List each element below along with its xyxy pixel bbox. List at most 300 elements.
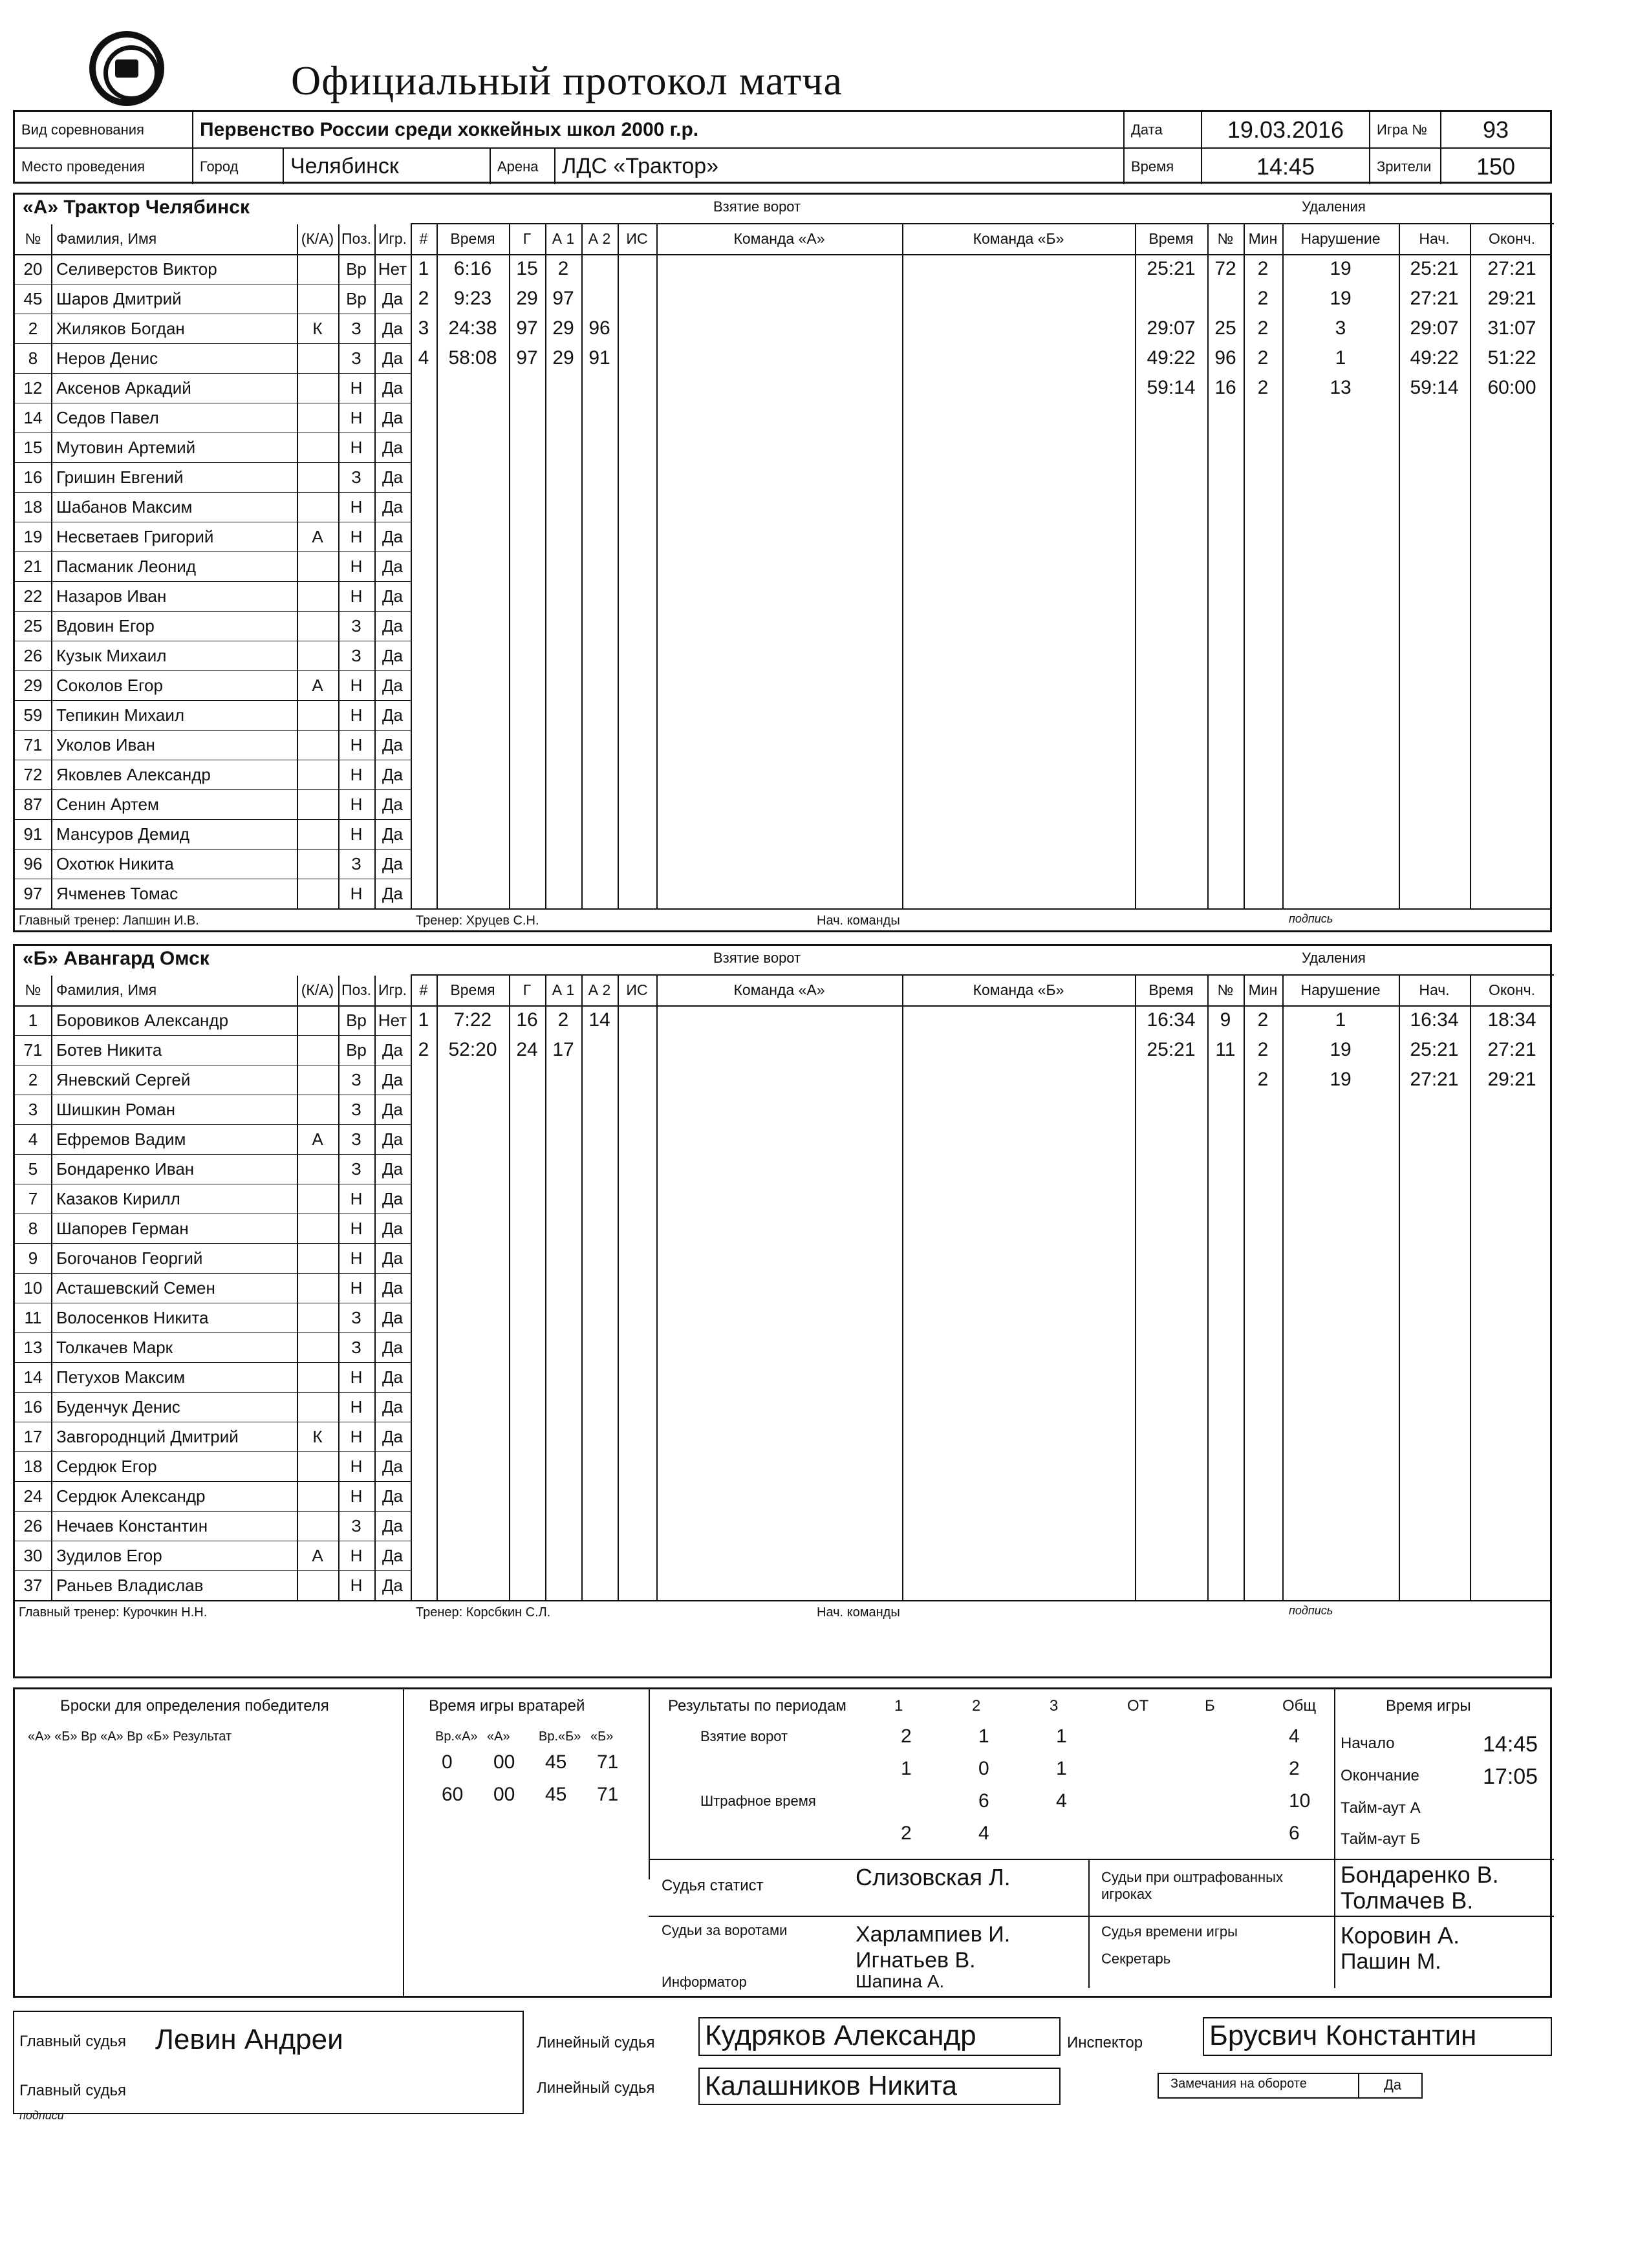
player-cell: Да	[382, 1396, 404, 1417]
player-cell: Да	[382, 1129, 404, 1149]
penalty-cell: 59:14	[1147, 377, 1196, 398]
player-cell: 13	[23, 1337, 43, 1357]
result-cell: 4	[978, 1823, 989, 1844]
player-cell: 30	[23, 1545, 43, 1565]
secretary-label: Секретарь	[1101, 1951, 1171, 1967]
gk-cell: 00	[493, 1751, 515, 1773]
player-cell: 21	[23, 556, 43, 576]
player-cell: Вр	[346, 1010, 367, 1030]
goal-cell: 52:20	[448, 1039, 497, 1060]
player-cell: Да	[382, 615, 404, 636]
penalty-cell: 13	[1330, 377, 1352, 398]
player-name: Уколов Иван	[56, 734, 155, 754]
goal-cell: 15	[516, 258, 538, 279]
penalty-cell: 1	[1335, 1009, 1346, 1031]
penalty-cell: 19	[1330, 1039, 1352, 1060]
penalty-cell: 16:34	[1147, 1009, 1196, 1031]
penalty-cell: 2	[1257, 1009, 1269, 1031]
head-coach: Главный тренер: Лапшин И.В.	[19, 914, 199, 928]
player-cell: 59	[23, 705, 43, 725]
penalty-cell	[1135, 1065, 1207, 1095]
spectators-label: Зрители	[1370, 149, 1441, 184]
penalty-cell: 2	[1257, 258, 1269, 279]
game-value: 93	[1482, 116, 1509, 143]
player-name: Завгороднций Дмитрий	[56, 1426, 239, 1446]
goal-cell: 2	[418, 1039, 429, 1060]
result-cell: 10	[1289, 1790, 1311, 1812]
col-num: №	[25, 230, 41, 247]
penalty-cell: 49:22	[1410, 347, 1459, 369]
player-cell: 9	[28, 1248, 38, 1268]
goals-header: Взятие ворот	[713, 950, 801, 966]
player-name: Сердюк Егор	[56, 1456, 157, 1476]
player-cell: 15	[23, 437, 43, 457]
player-cell: З	[351, 1069, 361, 1089]
arena-label: Арена	[491, 149, 555, 184]
goal-cell: 97	[516, 317, 538, 339]
col-g_g: Г	[523, 230, 532, 247]
player-cell: Да	[382, 1575, 404, 1595]
date-label: Дата	[1125, 112, 1202, 147]
player-cell	[297, 1481, 338, 1511]
result-cell: 1	[978, 1726, 989, 1747]
player-name: Шапорев Герман	[56, 1218, 189, 1238]
time-label: Время	[1125, 149, 1202, 184]
city-value: Челябинск	[284, 149, 491, 184]
player-cell: Да	[382, 764, 404, 784]
goal-cell: 2	[557, 258, 569, 279]
player-name: Шишкин Роман	[56, 1099, 176, 1119]
player-name: Зудилов Егор	[56, 1545, 162, 1565]
gk-cell: 71	[597, 1784, 619, 1805]
player-cell: Да	[382, 586, 404, 606]
goal-cell	[618, 284, 656, 314]
player-cell: Да	[382, 1159, 404, 1179]
col-pos: Поз.	[341, 981, 371, 998]
player-cell: 12	[23, 378, 43, 398]
player-cell: 96	[23, 853, 43, 873]
penalty-judges-label: Судьи при оштрафованных игроках	[1101, 1869, 1283, 1902]
penalty-cell: 9	[1220, 1009, 1231, 1031]
player-name: Пасманик Леонид	[56, 556, 196, 576]
player-name: Нечаев Константин	[56, 1515, 208, 1535]
gk-title: Время игры вратарей	[429, 1697, 585, 1715]
penalty-cell: 29:07	[1147, 317, 1196, 339]
player-cell: 25	[23, 615, 43, 636]
player-cell: З	[351, 1099, 361, 1119]
penalty-cell: 19	[1330, 258, 1352, 279]
player-cell: З	[351, 1337, 361, 1357]
player-cell: Да	[382, 1099, 404, 1119]
player-cell: З	[351, 1515, 361, 1535]
goal-cell	[618, 254, 656, 284]
col-p_num: №	[1217, 230, 1234, 247]
col-g_is: ИС	[626, 230, 648, 247]
col-ka: (К/А)	[301, 230, 334, 247]
player-name: Охотюк Никита	[56, 853, 174, 873]
period-col: ОТ	[1127, 1697, 1149, 1715]
gk-cell: 60	[442, 1784, 464, 1805]
player-cell: Да	[382, 883, 404, 903]
col-p_min: Мин	[1248, 230, 1278, 247]
goal-cell: 24	[516, 1039, 538, 1060]
penalty-cell: 51:22	[1487, 347, 1536, 369]
player-cell: Вр	[346, 259, 367, 279]
col-num: №	[25, 981, 41, 998]
player-cell: 29	[23, 675, 43, 695]
player-cell: 97	[23, 883, 43, 903]
penalty-cell: 16:34	[1410, 1009, 1459, 1031]
goal-cell: 6:16	[453, 258, 492, 279]
player-cell: 17	[23, 1426, 43, 1446]
goal-cell	[618, 314, 656, 343]
player-name: Шаров Дмитрий	[56, 288, 182, 308]
player-cell: 16	[23, 1396, 43, 1417]
gk-cell: 45	[545, 1751, 567, 1773]
player-cell: 4	[28, 1129, 38, 1149]
goal-cell	[581, 254, 618, 284]
penalty-cell: 25:21	[1410, 1039, 1459, 1060]
goal-cell: 1	[418, 1009, 429, 1031]
goal-cell: 3	[418, 317, 429, 339]
player-name: Кузык Михаил	[56, 645, 167, 665]
player-cell: Да	[382, 497, 404, 517]
player-cell: Н	[350, 1575, 363, 1595]
result-cell: 1	[901, 1758, 912, 1779]
goal-cell: 96	[588, 317, 610, 339]
player-name: Яневский Сергей	[56, 1069, 191, 1089]
player-cell	[297, 700, 338, 730]
player-cell: 18	[23, 497, 43, 517]
penalties-header: Удаления	[1302, 950, 1366, 966]
player-cell: Да	[382, 1337, 404, 1357]
player-cell	[297, 1214, 338, 1243]
player-cell: Н	[350, 824, 363, 844]
col-pos: Поз.	[341, 230, 371, 247]
player-cell: Да	[382, 467, 404, 487]
player-cell	[297, 284, 338, 314]
col-p_num: №	[1217, 981, 1234, 998]
player-cell	[297, 760, 338, 789]
col-p_inf: Нарушение	[1300, 230, 1381, 247]
federation-logo-icon	[89, 31, 164, 106]
signature-label: подпись	[1289, 912, 1333, 925]
result-row-label: Штрафное время	[700, 1793, 816, 1809]
col-g_time: Время	[450, 230, 495, 247]
penalties-header: Удаления	[1302, 198, 1366, 215]
player-cell: Н	[350, 883, 363, 903]
player-cell: А	[312, 526, 323, 546]
player-cell	[297, 730, 338, 760]
penalty-cell: 25	[1214, 317, 1236, 339]
period-col: Б	[1205, 1697, 1215, 1715]
goal-cell: 1	[418, 258, 429, 279]
player-cell: Да	[382, 1040, 404, 1060]
player-cell: 22	[23, 586, 43, 606]
col-name: Фамилия, Имя	[56, 981, 157, 998]
col-p_start: Нач.	[1419, 230, 1450, 247]
player-cell: Да	[382, 1069, 404, 1089]
penalty-cell: 29:21	[1487, 1069, 1536, 1090]
player-cell	[297, 343, 338, 373]
penalty-cell: 27:21	[1410, 1069, 1459, 1090]
teamB-title: «Б» Авангард Омск	[23, 948, 210, 969]
penalty-cell: 19	[1330, 288, 1352, 309]
player-cell: Да	[382, 407, 404, 427]
player-name: Вдовин Егор	[56, 615, 155, 636]
player-cell: Н	[350, 734, 363, 754]
player-name: Шабанов Максим	[56, 497, 193, 517]
goal-judge-2: Игнатьев В.	[856, 1948, 976, 1973]
goal-cell: 29	[552, 347, 574, 369]
player-cell: Вр	[346, 288, 367, 308]
player-cell: 18	[23, 1456, 43, 1476]
player-cell	[297, 849, 338, 879]
player-name: Мансуров Демид	[56, 824, 190, 844]
penalty-cell: 29:07	[1410, 317, 1459, 339]
player-cell: Да	[382, 1456, 404, 1476]
penalty-cell	[1207, 1065, 1244, 1095]
player-cell	[297, 1154, 338, 1184]
player-name: Ячменев Томас	[56, 883, 178, 903]
gk-cell: 71	[597, 1751, 619, 1773]
player-cell	[297, 581, 338, 611]
player-name: Мутовин Артемий	[56, 437, 196, 457]
col-g_a2: А 2	[588, 981, 611, 998]
linesman-2-value: Калашников Никита	[705, 2070, 957, 2101]
game-label: Игра №	[1370, 112, 1441, 147]
player-name: Волосенков Никита	[56, 1307, 209, 1327]
player-cell: З	[351, 348, 361, 368]
player-name: Толкачев Марк	[56, 1337, 173, 1357]
player-cell: Н	[350, 1278, 363, 1298]
end-label: Окончание	[1341, 1767, 1419, 1784]
col-ka: (К/А)	[301, 981, 334, 998]
gk-col: Вр.«А»	[435, 1729, 478, 1744]
player-cell: Н	[350, 1218, 363, 1238]
penalty-cell: 2	[1257, 377, 1269, 398]
goal-cell: 29	[552, 317, 574, 339]
goal-cell: 97	[516, 347, 538, 369]
player-name: Аксенов Аркадий	[56, 378, 191, 398]
col-p_min: Мин	[1248, 981, 1278, 998]
player-cell	[297, 551, 338, 581]
player-cell: 24	[23, 1486, 43, 1506]
penalty-cell: 96	[1214, 347, 1236, 369]
team-manager: Нач. команды	[817, 1605, 900, 1620]
player-cell: 16	[23, 467, 43, 487]
player-name: Неров Денис	[56, 348, 158, 368]
player-cell: З	[351, 645, 361, 665]
col-g_a1: А 1	[552, 230, 575, 247]
player-cell: К	[312, 318, 323, 338]
player-cell: 71	[23, 734, 43, 754]
penalty-cell	[1207, 284, 1244, 314]
player-cell: Н	[350, 556, 363, 576]
player-cell: Н	[350, 437, 363, 457]
goal-cell: 97	[552, 288, 574, 309]
player-cell	[297, 611, 338, 641]
result-cell: 0	[978, 1758, 989, 1779]
player-cell	[297, 1184, 338, 1214]
player-cell: Да	[382, 1426, 404, 1446]
gk-cell: 45	[545, 1784, 567, 1805]
goal-cell: 2	[557, 1009, 569, 1031]
player-cell	[297, 1035, 338, 1065]
col-team_b: Команда «Б»	[973, 230, 1064, 247]
col-play: Игр.	[378, 981, 407, 998]
player-name: Бондаренко Иван	[56, 1159, 195, 1179]
penalty-cell: 31:07	[1487, 317, 1536, 339]
signatures-label: подписи	[19, 2109, 64, 2122]
player-cell: 7	[28, 1188, 38, 1208]
player-cell: Да	[382, 318, 404, 338]
goal-cell: 91	[588, 347, 610, 369]
page-title: Официальный протокол матча	[291, 58, 843, 103]
signature-label: подпись	[1289, 1604, 1333, 1617]
player-cell: З	[351, 318, 361, 338]
summary-section	[13, 1687, 1552, 1998]
player-cell	[297, 789, 338, 819]
player-cell: Н	[350, 1456, 363, 1476]
team-b-table	[13, 944, 1552, 1678]
officials-section	[13, 2011, 1552, 2122]
player-name: Гришин Евгений	[56, 467, 184, 487]
player-name: Ботев Никита	[56, 1040, 162, 1060]
penalty-judge-1: Бондаренко В.	[1341, 1861, 1499, 1888]
period-col: 3	[1050, 1697, 1059, 1715]
player-cell: Да	[382, 675, 404, 695]
player-cell: Да	[382, 1515, 404, 1535]
penalty-cell: 2	[1257, 1039, 1269, 1060]
col-g_num: #	[419, 981, 428, 998]
gk-col: «Б»	[590, 1729, 614, 1744]
goal-cell: 24:38	[448, 317, 497, 339]
player-cell: Да	[382, 1486, 404, 1506]
player-cell	[297, 1303, 338, 1332]
player-cell: Н	[350, 378, 363, 398]
player-cell	[297, 819, 338, 849]
gk-col: Вр.«Б»	[539, 1729, 581, 1744]
player-cell: Н	[350, 1426, 363, 1446]
col-p_time: Время	[1148, 230, 1194, 247]
player-name: Соколов Егор	[56, 675, 163, 695]
penalty-cell: 72	[1214, 258, 1236, 279]
col-g_g: Г	[523, 981, 532, 998]
penalty-cell: 2	[1257, 288, 1269, 309]
result-cell: 1	[1056, 1726, 1067, 1747]
player-cell: З	[351, 853, 361, 873]
penalty-cell: 25:21	[1410, 258, 1459, 279]
player-cell: Да	[382, 1218, 404, 1238]
goal-cell	[618, 1035, 656, 1065]
player-cell: 26	[23, 645, 43, 665]
col-g_a2: А 2	[588, 230, 611, 247]
penalty-judge-2: Толмачев В.	[1341, 1887, 1474, 1914]
goal-cell: 29	[516, 288, 538, 309]
player-cell: А	[312, 675, 323, 695]
player-cell: 10	[23, 1278, 43, 1298]
shootout-columns: «А» «Б» Вр «А» Вр «Б» Результат	[28, 1729, 232, 1744]
col-g_is: ИС	[626, 981, 648, 998]
player-cell	[297, 1392, 338, 1422]
period-col: Общ	[1282, 1697, 1317, 1715]
secretary-value: Пашин М.	[1341, 1949, 1441, 1974]
penalty-cell: 60:00	[1487, 377, 1536, 398]
spectators-value: 150	[1476, 153, 1516, 180]
player-name: Раньев Владислав	[56, 1575, 204, 1595]
player-name: Сенин Артем	[56, 794, 159, 814]
goals-header: Взятие ворот	[713, 198, 801, 215]
player-cell: Н	[350, 1367, 363, 1387]
player-cell: Нет	[378, 1010, 407, 1030]
penalty-cell: 59:14	[1410, 377, 1459, 398]
player-cell: 2	[28, 318, 38, 338]
player-cell	[297, 1451, 338, 1481]
player-cell: Да	[382, 437, 404, 457]
result-cell: 6	[978, 1790, 989, 1812]
penalty-cell: 27:21	[1487, 258, 1536, 279]
goal-cell: 7:22	[453, 1009, 492, 1031]
player-cell: Да	[382, 1367, 404, 1387]
player-cell	[297, 1243, 338, 1273]
player-cell	[297, 641, 338, 670]
player-cell: 37	[23, 1575, 43, 1595]
goal-cell: 16	[516, 1009, 538, 1031]
game-time-title: Время игры	[1386, 1697, 1471, 1715]
col-play: Игр.	[378, 230, 407, 247]
goal-cell: 14	[588, 1009, 610, 1031]
player-cell: Да	[382, 378, 404, 398]
player-cell: 8	[28, 1218, 38, 1238]
player-cell: Да	[382, 645, 404, 665]
player-cell: Н	[350, 675, 363, 695]
player-name: Казаков Кирилл	[56, 1188, 180, 1208]
result-row-label: Взятие ворот	[700, 1728, 788, 1744]
player-cell: Да	[382, 734, 404, 754]
head-coach: Главный тренер: Курочкин Н.Н.	[19, 1605, 208, 1620]
player-cell: Да	[382, 288, 404, 308]
player-cell	[297, 1362, 338, 1392]
timeout-a-label: Тайм-аут А	[1341, 1799, 1421, 1817]
player-cell: Н	[350, 526, 363, 546]
player-cell	[297, 492, 338, 522]
player-name: Ефремов Вадим	[56, 1129, 186, 1149]
goal-cell	[618, 343, 656, 373]
goal-judges-label: Судьи за воротами	[662, 1922, 788, 1938]
player-cell: 3	[28, 1099, 38, 1119]
start-value: 14:45	[1483, 1732, 1538, 1757]
player-cell: Да	[382, 705, 404, 725]
penalty-cell: 2	[1257, 317, 1269, 339]
player-cell	[297, 879, 338, 908]
player-name: Асташевский Семен	[56, 1278, 215, 1298]
col-p_inf: Нарушение	[1300, 981, 1381, 998]
player-cell: Н	[350, 1545, 363, 1565]
venue-label: Место проведения	[15, 149, 193, 184]
chief-ref-1-value: Левин Андреи	[155, 2024, 343, 2055]
player-name: Седов Павел	[56, 407, 159, 427]
player-name: Буденчук Денис	[56, 1396, 180, 1417]
penalty-cell: 25:21	[1147, 258, 1196, 279]
player-cell	[297, 373, 338, 403]
player-cell: 20	[23, 259, 43, 279]
informer-value: Шапина А.	[856, 1971, 945, 1991]
team-manager: Нач. команды	[817, 914, 900, 928]
player-name: Селиверстов Виктор	[56, 259, 217, 279]
player-cell: Н	[350, 497, 363, 517]
coach: Тренер: Корсбкин С.Л.	[416, 1605, 551, 1620]
